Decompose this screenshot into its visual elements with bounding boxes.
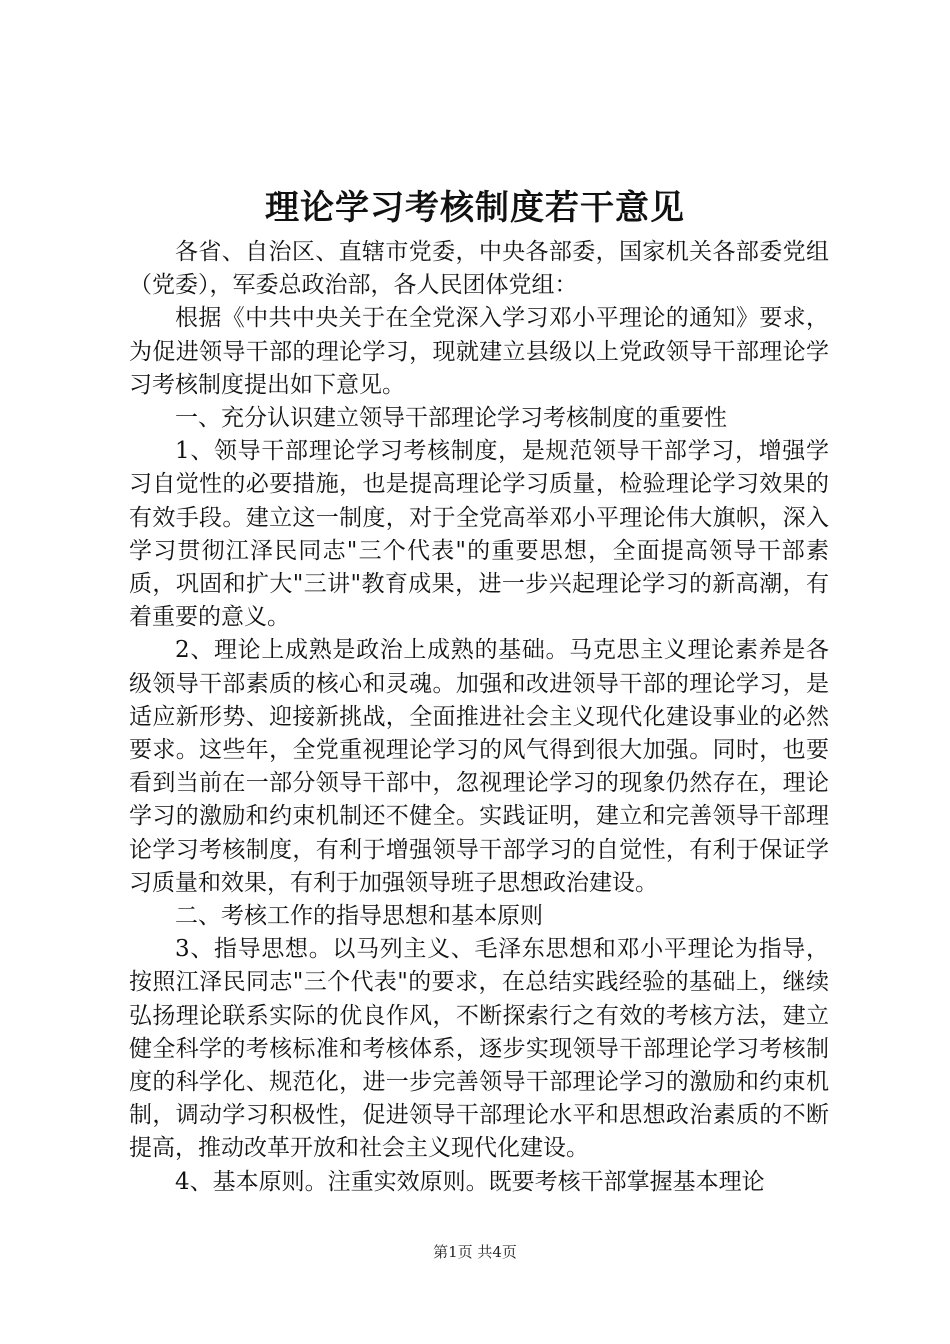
paragraph-item-4: 4、基本原则。注重实效原则。既要考核干部掌握基本理论 bbox=[175, 1168, 765, 1195]
paragraph-item-3: 3、指导思想。以马列主义、毛泽东思想和邓小平理论为指导，按照江泽民同志"三个代表"的要求，在总结实践经验的基础上，继续弘扬理论联系实际的优良作风，不断探索行之有效的考核方法，建立健全科学的考核标准和考核体系，逐步实现领导干部理论学习考核制度的科学化、规范化，进一步完善领导干部理论学习的激励和约束机制，调动学习积极性，促进领导干部理论水平和思想政治素质的不断提高，推动改革开放和社会主义现代化建设。 bbox=[129, 936, 829, 1162]
document-body bbox=[129, 236, 829, 1199]
paragraph-item-1: 1、领导干部理论学习考核制度，是规范领导干部学习，增强学习自觉性的必要措施，也是提高理论学习质量，检验理论学习效果的有效手段。建立这一制度，对于全党高举邓小平理论伟大旗帜，深入学习贯彻江泽民同志"三个代表"的重要思想，全面提高领导干部素质，巩固和扩大"三讲"教育成果，进一步兴起理论学习的新高潮，有着重要的意义。 bbox=[129, 438, 829, 631]
paragraph-item-2: 2、理论上成熟是政治上成熟的基础。马克思主义理论素养是各级领导干部素质的核心和灵魂。加强和改进领导干部的理论学习，是适应新形势、迎接新挑战，全面推进社会主义现代化建设事业的必然要求。这些年，全党重视理论学习的风气得到很大加强。同时，也要看到当前在一部分领导干部中，忽视理论学习的现象仍然存在，理论学习的激励和约束机制还不健全。实践证明，建立和完善领导干部理论学习考核制度，有利于增强领导干部学习的自觉性，有利于保证学习质量和效果，有利于加强领导班子思想政治建设。 bbox=[129, 637, 829, 896]
section-heading-2: 二、考核工作的指导思想和基本原则 bbox=[175, 903, 543, 930]
paragraph-intro: 根据《中共中央关于在全党深入学习邓小平理论的通知》要求，为促进领导干部的理论学习，现就建立县级以上党政领导干部理论学习考核制度提出如下意见。 bbox=[129, 305, 829, 398]
document-title: 理论学习考核制度若干意见 bbox=[265, 188, 685, 228]
paragraph-salutation: 各省、自治区、直辖市党委，中央各部委，国家机关各部委党组（党委），军委总政治部，各人民团体党组： bbox=[129, 239, 829, 299]
section-heading-1: 一、充分认识建立领导干部理论学习考核制度的重要性 bbox=[175, 405, 727, 432]
page-number-footer: 第1页 共4页 bbox=[433, 1243, 517, 1261]
